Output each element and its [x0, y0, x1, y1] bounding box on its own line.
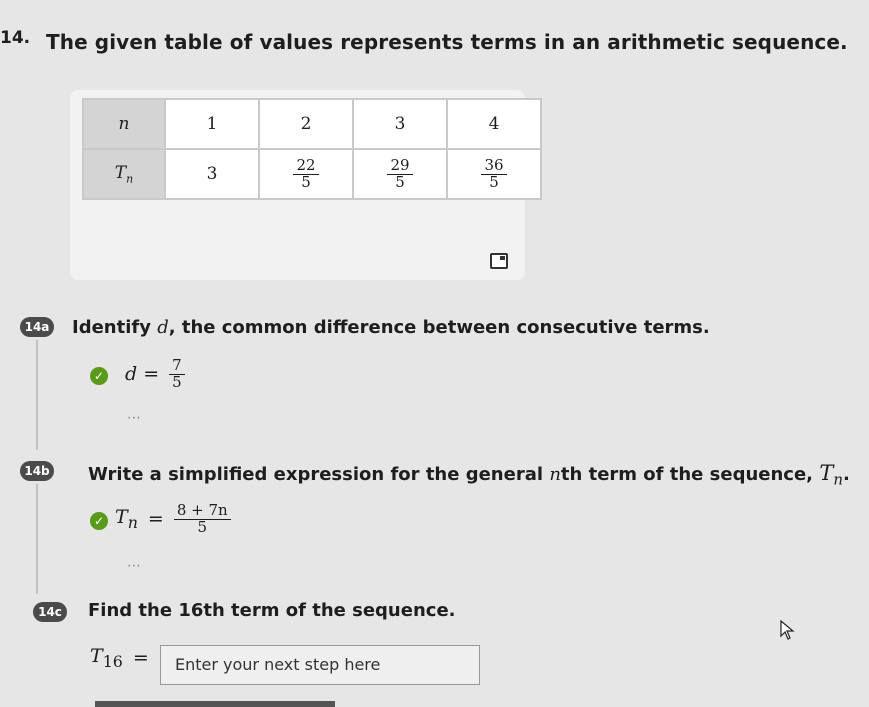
lhs-subscript: 16: [102, 651, 123, 671]
prompt-tn-subscript: n: [833, 470, 843, 489]
table-row: [83, 99, 541, 149]
table-cell: 3: [353, 99, 447, 149]
table-cell: 4: [447, 99, 541, 149]
more-options-icon[interactable]: ⋯: [127, 410, 142, 426]
part-c-lhs: [90, 645, 149, 671]
numerator: 29: [387, 158, 412, 175]
table-cell: [353, 149, 447, 199]
denominator: 5: [301, 172, 311, 191]
part-connector-line: [36, 484, 38, 594]
answer-equals: =: [147, 508, 164, 531]
part-badge-14a: 14a: [20, 317, 54, 337]
table-cell: 3: [165, 149, 259, 199]
lhs-equals: =: [132, 646, 149, 669]
part-a-prompt: [72, 317, 710, 338]
numerator: 7: [169, 358, 185, 375]
prompt-variable: n: [549, 464, 561, 485]
row-header-n: n: [83, 99, 165, 149]
part-connector-line: [36, 340, 38, 450]
fraction: [169, 358, 185, 391]
check-icon: ✓: [90, 367, 108, 385]
part-badge-14c: 14c: [33, 602, 67, 622]
answer-subscript: n: [127, 513, 138, 533]
numerator: 36: [481, 158, 506, 175]
part-a-answer[interactable]: [125, 358, 185, 391]
prompt-variable: d: [157, 317, 169, 338]
question-number: 14.: [0, 28, 31, 48]
prompt-text: Write a simplified expression for the general: [88, 464, 544, 485]
denominator: 5: [172, 372, 182, 391]
tn-subscript: n: [126, 172, 134, 186]
check-icon: ✓: [90, 512, 108, 530]
answer-t: T: [115, 506, 128, 529]
table-cell: 2: [259, 99, 353, 149]
part-c-prompt: Find the 16th term of the sequence.: [88, 600, 456, 621]
lhs-term: [90, 645, 123, 671]
fraction: [481, 155, 506, 191]
more-options-icon[interactable]: ⋯: [127, 558, 142, 574]
bottom-bar: [95, 701, 335, 707]
mouse-cursor-icon: [780, 620, 796, 640]
question-text: The given table of values represents terms in an arithmetic sequence.: [46, 30, 848, 54]
prompt-text: .: [843, 464, 850, 485]
table-cell: [259, 149, 353, 199]
table-row: [83, 149, 541, 199]
part-badge-14b: 14b: [20, 461, 54, 481]
denominator: 5: [197, 517, 208, 536]
answer-lhs: [115, 506, 138, 532]
values-table: [82, 98, 542, 200]
table-cell: [447, 149, 541, 199]
tn-symbol: T: [114, 162, 127, 183]
prompt-text: , the common difference between consecutive terms.: [168, 317, 710, 338]
table-cell: 1: [165, 99, 259, 149]
lhs-t: T: [90, 645, 103, 667]
fraction: [387, 155, 412, 191]
fraction: [174, 503, 231, 536]
row-header-tn: [83, 149, 165, 199]
part-b-answer[interactable]: [115, 503, 231, 536]
expand-icon[interactable]: [490, 253, 508, 269]
answer-lhs: d =: [125, 363, 160, 386]
prompt-text: th term of the sequence,: [560, 464, 814, 485]
numerator: 8 + 7n: [174, 503, 231, 520]
answer-input[interactable]: Enter your next step here: [160, 645, 480, 685]
numerator: 22: [293, 158, 318, 175]
denominator: 5: [489, 172, 499, 191]
prompt-tn: T: [819, 461, 834, 485]
denominator: 5: [395, 172, 405, 191]
part-b-prompt: [88, 461, 850, 489]
fraction: [293, 155, 318, 191]
prompt-text: Identify: [72, 317, 151, 338]
